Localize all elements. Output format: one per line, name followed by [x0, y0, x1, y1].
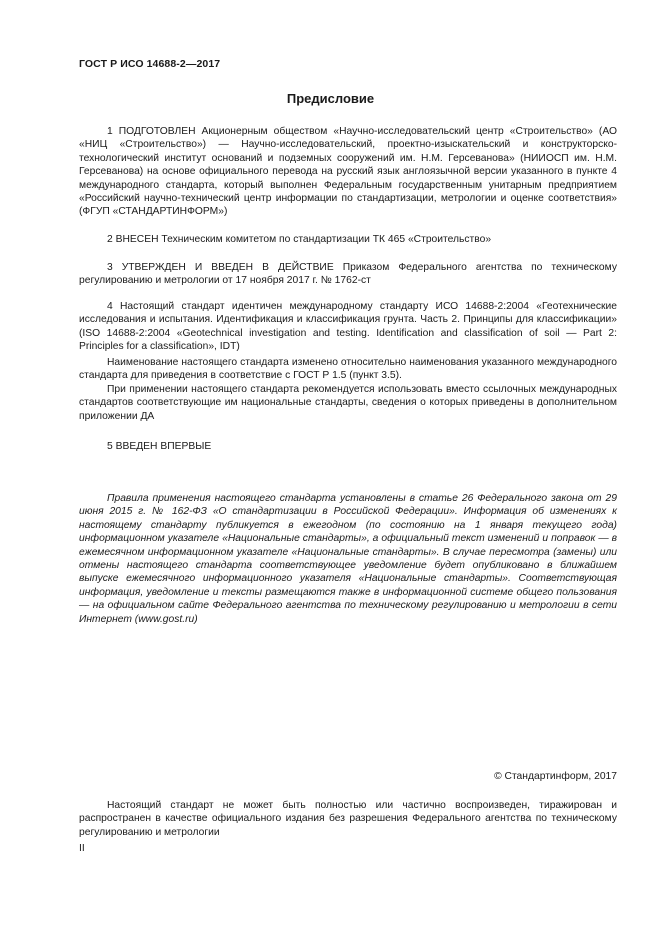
preface-item-4-name-note-text: Наименование настоящего стандарта изменено относительно наименования указанного международного стандарта для приведения в соответствие с ГОСТ Р 1.5 (пункт 3.5).	[79, 357, 617, 382]
copyright-line: © Стандартинформ, 2017	[494, 771, 617, 782]
rights-statement-text: Настоящий стандарт не может быть полностью или частично воспроизведен, тиражирован и распространен в качестве официального издания без разрешения Федерального агентства по техническому регулированию и метрологии	[79, 800, 617, 838]
preface-item-4-usage-note	[79, 383, 617, 423]
preface-item-4	[79, 300, 617, 354]
preface-item-2-text: 2 ВНЕСЕН Техническим комитетом по стандартизации ТК 465 «Строительство»	[107, 234, 492, 245]
rights-statement	[79, 799, 617, 839]
standard-code-header: ГОСТ Р ИСО 14688-2—2017	[79, 58, 221, 70]
preface-item-4-usage-note-text: При применении настоящего стандарта рекомендуется использовать вместо ссылочных международных стандартов соответствующие им национальные стандарты, сведения о которых приведены в дополнительном приложении ДА	[79, 384, 617, 422]
preface-item-1-text: 1 ПОДГОТОВЛЕН Акционерным обществом «Научно-исследовательский центр «Строительство» (АО «НИЦ «Строительство») — Научно-исследовательский, проектно-изыскательский и конструкторско-технологический институт оснований и подземных сооружений им. Н.М. Герсеванова» (НИИОСП им. Н.М. Герсеванова) на основе официального перевода на русский язык англоязычной версии указанного в пункте 4 международного стандарта, который выполнен Федеральным государственным унитарным предприятием «Российский научно-технический центр информации по стандартизации, метрологии и оценке соответствия» (ФГУП «СТАНДАРТИНФОРМ»)	[79, 126, 617, 218]
page-title: Предисловие	[286, 91, 375, 106]
preface-item-4-text: 4 Настоящий стандарт идентичен международному стандарту ИСО 14688-2:2004 «Геотехнические исследования и испытания. Идентификация и классификация грунта. Часть 2. Принципы для классификации» (ISO 14688-2:2004 «Geotechnical investigation and testing. Identification and classification of soil — Part 2: Principles for a classification», IDT)	[79, 301, 617, 353]
application-rules-notice-text: Правила применения настоящего стандарта установлены в статье 26 Федерального закона от 29 июня 2015 г. № 162-ФЗ «О стандартизации в Российской Федерации». Информация об изменениях к настоящему стандарту публикуется в ежегодном (по состоянию на 1 января текущего года) информационном указателе «Национальные стандарты», а официальный текст изменений и поправок — в ежемесячном информационном указателе «Национальные стандарты». В случае пересмотра (замены) или отмены настоящего стандарта соответствующее уведомление будет опубликовано в ближайшем выпуске ежемесячного информационного указателя «Национальные стандарты». Соответствующая информация, уведомление и тексты размещаются также в информационной системе общего пользования — на официальном сайте Федерального агентства по техническому регулированию и метрологии в сети Интернет (www.gost.ru)	[79, 493, 617, 625]
preface-item-2	[79, 233, 617, 246]
preface-item-3	[79, 261, 617, 288]
preface-item-4-name-note	[79, 356, 617, 383]
page-number: II	[79, 843, 85, 854]
preface-item-5	[79, 440, 617, 453]
application-rules-notice	[79, 492, 617, 626]
preface-item-3-text: 3 УТВЕРЖДЕН И ВВЕДЕН В ДЕЙСТВИЕ Приказом Федерального агентства по техническому регулированию и метрологии от 17 ноября 2017 г. № 1762-ст	[79, 262, 617, 287]
preface-item-1	[79, 125, 617, 219]
preface-item-5-text: 5 ВВЕДЕН ВПЕРВЫЕ	[107, 441, 212, 452]
